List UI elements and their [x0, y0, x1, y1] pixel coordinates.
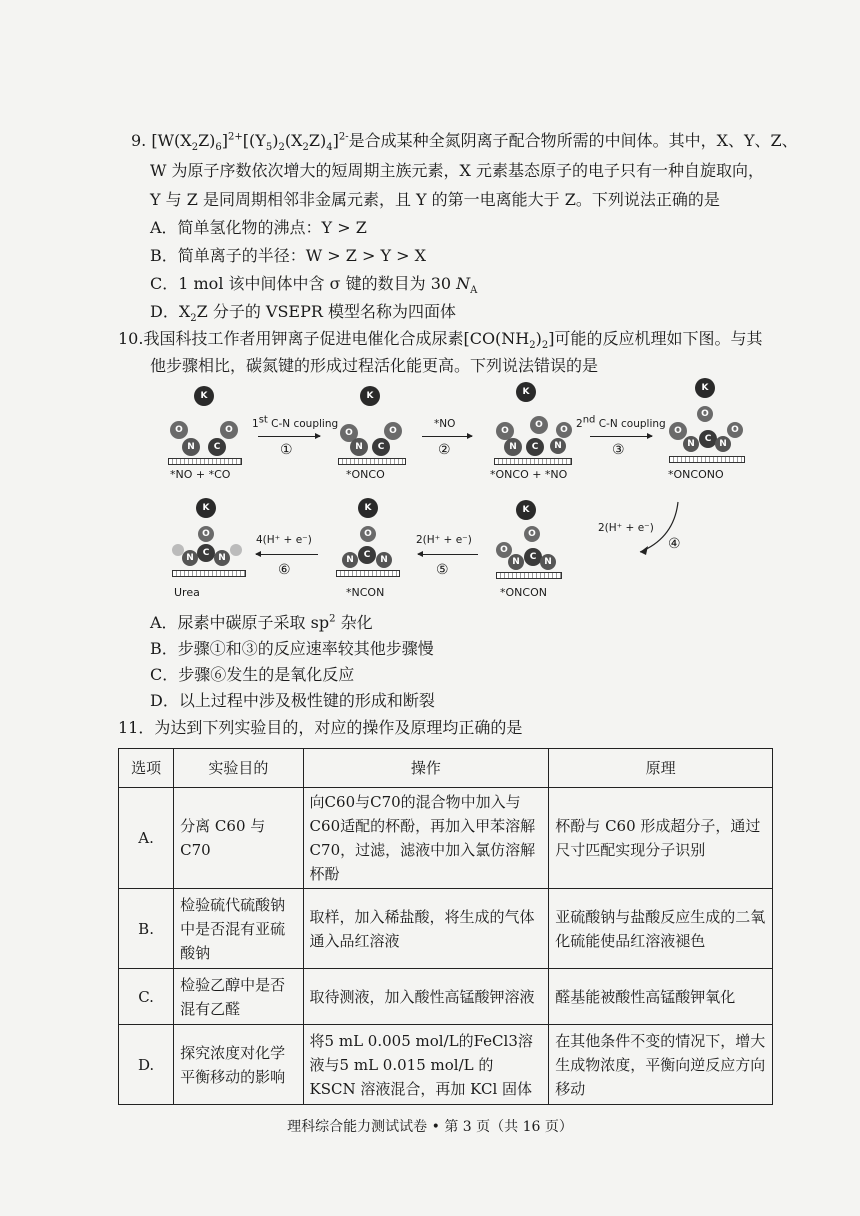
step6-number: ⑥: [278, 562, 291, 578]
label-no-co: *NO + *CO: [170, 468, 231, 481]
atom-icon: N: [504, 438, 522, 456]
row-operation: 将5 mL 0.005 mol/L的FeCl3溶液与5 mL 0.015 mol/L 的 KSCN 溶液混合，再加 KCl 固体: [303, 1025, 549, 1105]
q9-stem-line3: Y 与 Z 是同周期相邻非金属元素，且 Y 的第一电离能大于 Z。下列说法正确的是: [150, 190, 720, 209]
header-principle: 原理: [549, 749, 773, 788]
atom-icon: O: [496, 422, 514, 440]
step1-number: ①: [280, 442, 293, 458]
q10-option-a: A．尿素中碳原子采取 $sp^2$ 杂化: [150, 613, 373, 632]
atom-icon: K: [516, 500, 536, 520]
atom-icon: O: [556, 422, 572, 438]
step2-number: ②: [438, 442, 451, 458]
q9-stem-line2: W 为原子序数依次增大的短周期主族元素，X 元素基态原子的电子只有一种自旋取向，: [150, 161, 765, 180]
catalyst-surface-icon: [338, 458, 406, 465]
q10-stem-line2: 他步骤相比，碳氮键的形成过程活化能更高。下列说法错误的是: [150, 356, 599, 375]
reaction-mechanism-figure: [160, 378, 760, 608]
label-onconon: *ONCONO: [668, 468, 724, 481]
atom-icon: N: [508, 554, 524, 570]
step5-arrow: [418, 554, 478, 555]
catalyst-surface-icon: [336, 570, 400, 577]
label-onco-no: *ONCO + *NO: [490, 468, 568, 481]
atom-icon: O: [384, 422, 402, 440]
table-row: [119, 889, 773, 969]
atom-icon: K: [194, 386, 214, 406]
atom-icon: O: [669, 422, 687, 440]
atom-icon: K: [358, 498, 378, 518]
q10-option-c: C．步骤⑥发生的是氧化反应: [150, 665, 355, 684]
catalyst-surface-icon: [168, 458, 242, 465]
atom-icon: C: [524, 548, 542, 566]
atom-icon: K: [360, 386, 380, 406]
atom-icon: K: [695, 378, 715, 398]
step3-arrow: [590, 436, 652, 437]
row-purpose: 探究浓度对化学平衡移动的影响: [174, 1025, 303, 1105]
q11-stem: 11．为达到下列实验目的，对应的操作及原理均正确的是: [118, 718, 523, 737]
header-purpose: 实验目的: [174, 749, 303, 788]
row-option: C.: [119, 969, 174, 1025]
q11-experiment-table: [118, 748, 773, 1105]
catalyst-surface-icon: [494, 458, 572, 465]
row-option: D.: [119, 1025, 174, 1105]
hydrogen-atom-icon: [230, 544, 242, 556]
atom-icon: O: [360, 526, 376, 542]
label-onco: *ONCO: [346, 468, 385, 481]
step4-label: 2(H⁺ + e⁻): [598, 522, 654, 534]
molecule-no-co: [168, 386, 243, 466]
atom-icon: N: [182, 550, 198, 566]
catalyst-surface-icon: [669, 456, 745, 463]
atom-icon: N: [683, 436, 699, 452]
row-operation: 取待测液，加入酸性高锰酸钾溶液: [303, 969, 549, 1025]
step1-arrow: [258, 436, 320, 437]
row-operation: 向C60与C70的混合物中加入与C60适配的杯酚，再加入甲苯溶解C70，过滤，滤液中加入氯仿溶解杯酚: [303, 788, 549, 889]
molecule-oncon: [494, 500, 564, 580]
atom-icon: O: [198, 526, 214, 542]
label-urea: Urea: [174, 586, 200, 599]
atom-icon: N: [182, 438, 200, 456]
row-principle: 杯酚与 C60 形成超分子，通过尺寸匹配实现分子识别: [549, 788, 773, 889]
atom-icon: N: [550, 438, 566, 454]
atom-icon: C: [699, 430, 717, 448]
atom-icon: O: [530, 416, 548, 434]
row-purpose: 检验硫代硫酸钠中是否混有亚硫酸钠: [174, 889, 303, 969]
row-option: B.: [119, 889, 174, 969]
q9-formula: $[W(X_2Z)_6]^{2+}[(Y_5)_2(X_2Z)_4]^{2-}$: [151, 131, 349, 154]
row-principle: 亚硫酸钠与盐酸反应生成的二氧化硫能使品红溶液褪色: [549, 889, 773, 969]
atom-icon: N: [540, 554, 556, 570]
molecule-onco: [338, 386, 413, 466]
q10-number: 10.: [118, 329, 144, 348]
atom-icon: N: [350, 438, 368, 456]
step2-arrow: [422, 436, 472, 437]
q9-stem-line1: [131, 130, 798, 152]
row-principle: 醛基能被酸性高锰酸钾氧化: [549, 969, 773, 1025]
table-row: [119, 969, 773, 1025]
row-operation: 取样，加入稀盐酸，将生成的气体通入品红溶液: [303, 889, 549, 969]
atom-icon: K: [516, 382, 536, 402]
atom-icon: N: [376, 552, 392, 568]
molecule-urea: [170, 498, 250, 580]
q9-number: 9.: [131, 131, 147, 150]
atom-icon: K: [196, 498, 216, 518]
atom-icon: N: [715, 436, 731, 452]
q10-stem-line1: 10.我国科技工作者用钾离子促进电催化合成尿素$[CO(NH_2)_2]$可能的反应机理如下图。与其: [118, 329, 763, 352]
step5-label: 2(H⁺ + e⁻): [416, 534, 472, 546]
q9-option-d: D．$X_2Z$ 分子的 VSEPR 模型名称为四面体: [150, 302, 456, 325]
header-operation: 操作: [303, 749, 549, 788]
atom-icon: O: [727, 422, 743, 438]
table-header-row: [119, 749, 773, 788]
row-purpose: 分离 C60 与 C70: [174, 788, 303, 889]
atom-icon: N: [342, 552, 358, 568]
atom-icon: O: [340, 424, 358, 442]
atom-icon: N: [214, 550, 230, 566]
step1-label: 1st C-N coupling: [252, 414, 339, 430]
step6-label: 4(H⁺ + e⁻): [256, 534, 312, 546]
molecule-ncon: [336, 498, 406, 580]
q10-option-b: B．步骤①和③的反应速率较其他步骤慢: [150, 639, 434, 658]
label-ncon: *NCON: [346, 586, 385, 599]
q10-option-d: D．以上过程中涉及极性键的形成和断裂: [150, 691, 435, 710]
atom-icon: O: [697, 406, 713, 422]
step2-label: *NO: [434, 418, 456, 430]
step4-number: ④: [668, 536, 681, 552]
label-oncon: *ONCON: [500, 586, 547, 599]
step3-number: ③: [612, 442, 625, 458]
molecule-onconon: [665, 378, 745, 466]
atom-icon: C: [372, 438, 390, 456]
atom-icon: O: [170, 421, 188, 439]
atom-icon: C: [358, 546, 376, 564]
atom-icon: O: [496, 542, 512, 558]
q9-stem-text: 是合成某种全氮阴离子配合物所需的中间体。其中，X、Y、Z、: [348, 131, 798, 150]
row-principle: 在其他条件不变的情况下，增大生成物浓度，平衡向逆反应方向移动: [549, 1025, 773, 1105]
table-row: [119, 788, 773, 889]
atom-icon: C: [526, 438, 544, 456]
atom-icon: O: [524, 526, 540, 542]
step3-label: 2nd C-N coupling: [576, 414, 666, 430]
page-footer: 理科综合能力测试试卷 • 第 3 页（共 16 页）: [287, 1119, 573, 1135]
q9-option-c: C．1 mol 该中间体中含 σ 键的数目为 30 $N_A$: [150, 274, 478, 297]
row-purpose: 检验乙醇中是否混有乙醛: [174, 969, 303, 1025]
step5-number: ⑤: [436, 562, 449, 578]
row-option: A.: [119, 788, 174, 889]
q9-option-a: A．简单氢化物的沸点：Y > Z: [150, 218, 367, 237]
header-option: 选项: [119, 749, 174, 788]
catalyst-surface-icon: [172, 570, 246, 577]
atom-icon: C: [197, 544, 215, 562]
table-row: [119, 1025, 773, 1105]
catalyst-surface-icon: [496, 572, 562, 579]
step6-arrow: [256, 554, 318, 555]
atom-icon: C: [208, 438, 226, 456]
molecule-onco-no: [490, 382, 580, 466]
q9-option-b: B．简单离子的半径：W > Z > Y > X: [150, 246, 427, 265]
atom-icon: O: [220, 421, 238, 439]
